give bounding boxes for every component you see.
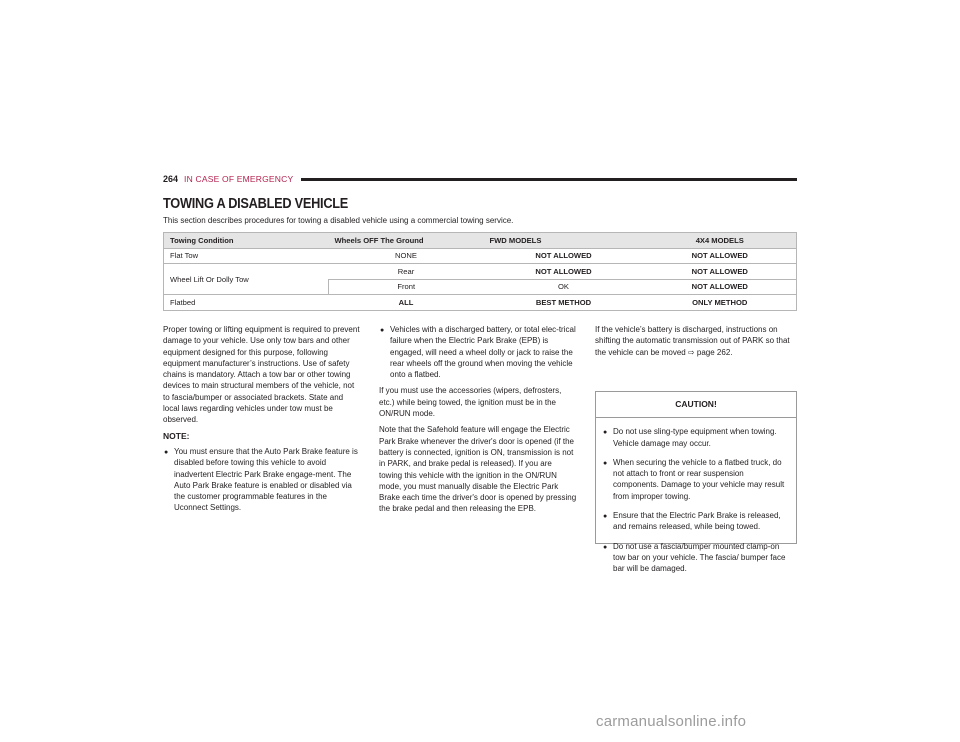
equipment-paragraph: Proper towing or lifting equipment is required to prevent damage to your vehicle. Use only tow bars and other equipment designed for this purpose, following equipment manufacturer’s instructions. Use of safety chains is mandatory. Attach a tow bar or other towing devices to main structural members of the vehicle, not to fascia/bumper or associated brackets. State and local laws regarding vehicles under tow must be observed. [163,325,360,425]
list-item: ● You must ensure that the Auto Park Brake feature is disabled before towing this vehicle to avoid inadvertent Electric Park Brake engage-ment. The Auto Park Brake feature is enabled or disabled via the customer programmable features in the Uconnect Settings. [164,446,358,513]
list-item: ● Vehicles with a discharged battery, or total elec-trical failure when the Electric Park Brake (EPB) is engaged, will need a wheel dolly or jack to raise the rear wheels off the ground when moving the vehicle onto a flatbed. [380,325,576,380]
list-item: ● When securing the vehicle to a flatbed truck, do not attach to front or rear suspension components. Damage to your vehicle may result from improper towing. [603,457,785,501]
page-title: TOWING A DISABLED VEHICLE [163,196,349,212]
cell-condition: Flatbed [164,295,329,311]
page-number: 264 [163,174,179,184]
page-reference-arrow-icon: ⇨ [687,347,695,357]
list-item: ● Ensure that the Electric Park Brake is released, and remains released, while being towed. [603,511,781,532]
list-item: ● Do not use a fascia/bumper mounted clamp-on tow bar on your vehicle. The fascia/ bumper face bar will be damaged. [603,541,786,574]
cell-condition: Flat Tow [164,248,329,264]
table-row [164,295,797,311]
bullet-icon: ● [164,448,169,456]
column-right [595,324,797,363]
cell-4x4: ONLY METHOD [644,295,797,311]
cell-4x4: NOT ALLOWED [644,264,797,280]
cell-fwd: BEST METHOD [484,295,644,311]
table-row [164,248,797,264]
bullet-list [379,324,577,380]
bullet-icon: ● [603,429,608,437]
cell-fwd: NOT ALLOWED [484,248,644,264]
header-wheels-off: Wheels OFF The Ground [329,233,484,249]
page-header [163,172,797,186]
list-item: ● Do not use sling-type equipment when towing. Vehicle damage may occur. [603,427,777,448]
section-name: IN CASE OF EMERGENCY [184,174,294,184]
table-header-row [164,233,797,249]
column-left [163,324,361,519]
page-reference-link[interactable]: page 262. [696,347,733,357]
watermark: carmanualsonline.info [596,713,747,730]
header-rule [301,178,797,181]
accessories-paragraph: If you must use the accessories (wipers, defrosters, etc.) while being towed, the ignition must be in the ON/RUN mode. [379,386,562,419]
cell-wheels: Front [329,279,484,295]
safehold-paragraph: Note that the Safehold feature will engage the Electric Park Brake whenever the driver's door is opened (if the battery is connected, ignition is ON, transmission is not in PARK, and brake pedal is released). If you are towing this vehicle with the ignition in the ON/RUN mode, you must manually disable the Electric Park Brake each time the driver's door is opened by pressing the brake pedal and then releasing the EPB. [379,425,577,514]
cell-wheels: NONE [329,248,484,264]
cell-4x4: NOT ALLOWED [644,279,797,295]
intro-text: This section describes procedures for towing a disabled vehicle using a commercial towing service. [163,216,514,225]
cell-condition: Wheel Lift Or Dolly Tow [164,264,329,295]
cell-wheels: Rear [329,264,484,280]
bullet-icon: ● [603,543,608,551]
bullet-icon: ● [603,459,608,467]
header-towing-condition: Towing Condition [164,233,329,249]
bullet-icon: ● [603,513,608,521]
cell-wheels: ALL [329,295,484,311]
note-label: NOTE: [163,430,190,441]
caution-title: CAUTION! [596,392,796,418]
battery-paragraph: If the vehicle’s battery is discharged, instructions on shifting the automatic transmission out of PARK so that the vehicle can be moved ⇨ page 262. [595,325,790,357]
caution-box [595,391,797,574]
note-list [163,446,361,514]
column-middle [379,324,577,520]
towing-table [163,232,797,311]
cell-fwd: NOT ALLOWED [484,264,644,280]
caution-list [596,418,796,574]
header-fwd-models: FWD MODELS [484,233,644,249]
cell-4x4: NOT ALLOWED [644,248,797,264]
cell-fwd: OK [484,279,644,295]
bullet-icon: ● [380,327,385,334]
table-row [164,264,797,280]
header-4x4-models: 4X4 MODELS [644,233,797,249]
